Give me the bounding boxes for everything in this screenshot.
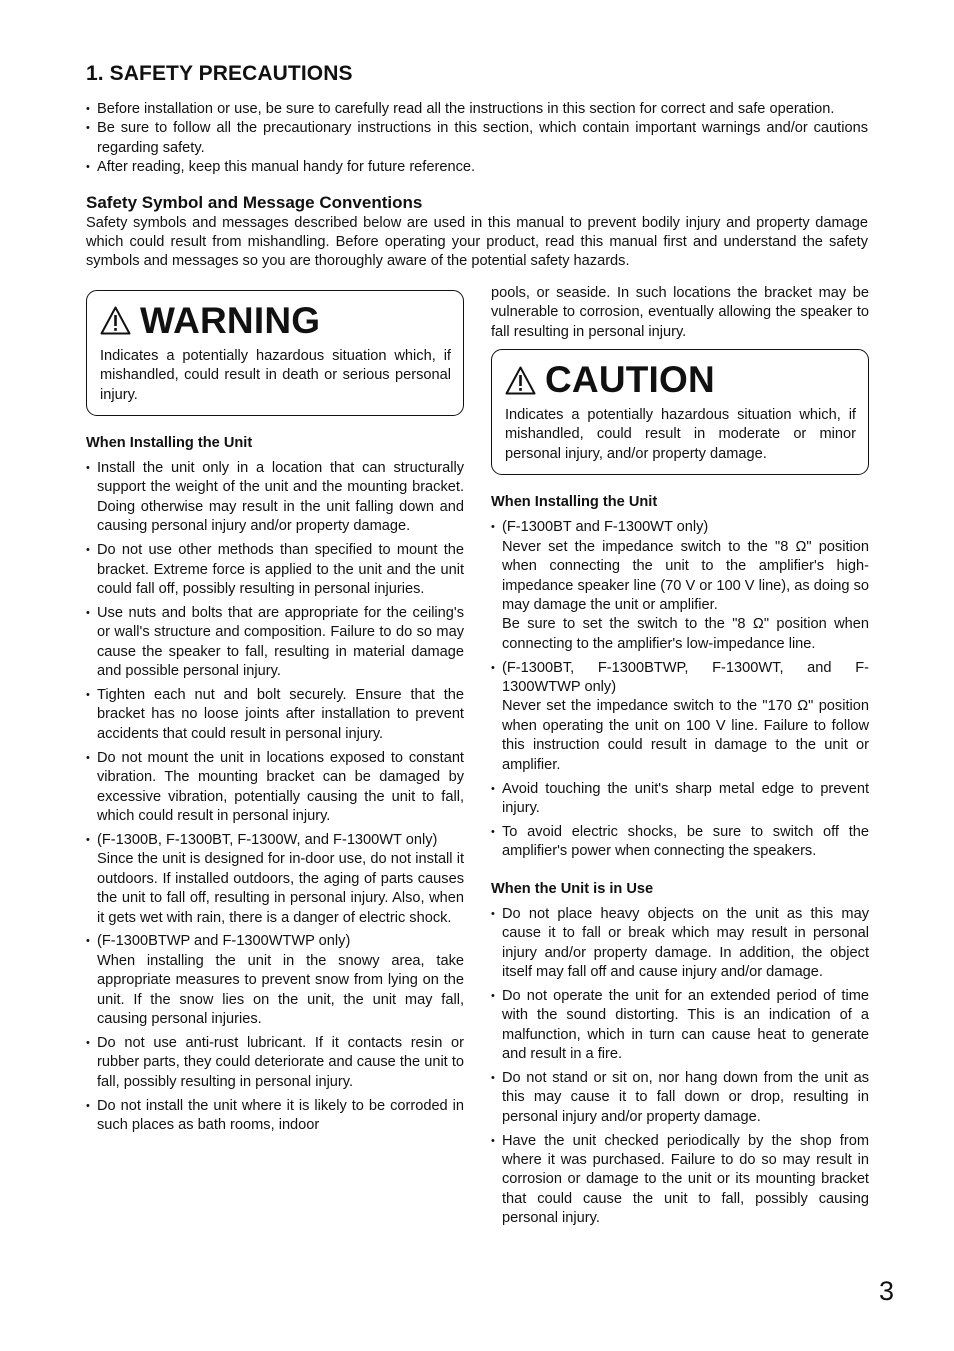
warning-install-list (86, 459, 464, 1135)
warning-triangle-icon (100, 306, 131, 335)
section-title: 1. SAFETY PRECAUTIONS (86, 62, 353, 85)
warning-description: Indicates a potentially hazardous situation which, if mishandled, could result in death or serious personal injury. (100, 347, 451, 403)
list-item: • Do not install the unit where it is likely to be corroded in such places as bath rooms, indoor (86, 1097, 464, 1136)
list-item: • (F-1300BT and F-1300WT only) Never set the impedance switch to the "8 Ω" position when connecting the unit to the amplifier's high-impedance speaker line (70 V or 100 V line), as doing so may damage the unit or amplifier. Be sure to set the switch to the "8 Ω" position when connecting to the amplifier's low-impedance line. (491, 518, 869, 654)
page-number: 3 (878, 1276, 894, 1306)
list-item: • Do not stand or sit on, nor hang down from the unit as this may cause it to fall down or drop, resulting in personal injury and/or property damage. (491, 1069, 869, 1127)
warning-title: WARNING (140, 299, 321, 341)
conventions-text: Safety symbols and messages described below are used in this manual to prevent bodily injury and property damage which could result from mishandling. Before operating your product, read this manual first and understand the safety symbols and messages so you are thoroughly aware of the potential safety hazards. (86, 214, 868, 270)
intro-item: • After reading, keep this manual handy for future reference. (86, 158, 868, 177)
warning-box (86, 290, 464, 416)
intro-item: • Be sure to follow all the precautionary instructions in this section, which contain important warnings and/or cautions regarding safety. (86, 119, 868, 158)
list-item: • Avoid touching the unit's sharp metal edge to prevent injury. (491, 780, 869, 819)
caution-use-heading: When the Unit is in Use (491, 880, 654, 897)
two-column-body (86, 284, 869, 1250)
warning-continuation: pools, or seaside. In such locations the bracket may be vulnerable to corrosion, eventually allowing the speaker to fall resulting in personal injury. (491, 284, 869, 340)
list-item: • Do not mount the unit in locations exposed to constant vibration. The mounting bracket can be damaged by excessive vibration, potentially causing the unit to fall, which could result in personal injury. (86, 749, 464, 827)
caution-install-list (491, 518, 869, 861)
intro-item: • Before installation or use, be sure to carefully read all the instructions in this section for correct and safe operation. (86, 100, 868, 119)
caution-header (505, 358, 856, 402)
caution-triangle-icon (505, 366, 536, 395)
list-item: • Install the unit only in a location that can structurally support the weight of the unit and the mounting bracket. Doing otherwise may result in the unit falling down and causing personal injury and/or property damage. (86, 459, 464, 537)
warning-header (100, 299, 451, 343)
list-item: • (F-1300BTWP and F-1300WTWP only) When installing the unit in the snowy area, take appropriate measures to prevent snow from lying on the unit. If the snow lies on the unit, the unit may fall, causing personal injuries. (86, 932, 464, 1029)
conventions-heading: Safety Symbol and Message Conventions (86, 192, 423, 212)
list-item: • Do not use anti-rust lubricant. If it contacts resin or rubber parts, they could deteriorate and cause the unit to fall, possibly resulting in personal injury. (86, 1034, 464, 1092)
caution-title: CAUTION (545, 359, 715, 401)
list-item: • (F-1300B, F-1300BT, F-1300W, and F-1300WT only) Since the unit is designed for in-door use, do not install it outdoors. If installed outdoors, the aging of parts causes the unit to fall off, resulting in personal injury. Also, when it gets wet with rain, there is a danger of electric shock. (86, 831, 464, 928)
intro-list (86, 100, 868, 178)
list-item: • (F-1300BT, F-1300BTWP, F-1300WT, and F-1300WTWP only) Never set the impedance switch to the "170 Ω" position when operating the unit on 100 V line. Failure to follow this instruction could result in damage to the unit or amplifier. (491, 659, 869, 775)
caution-description: Indicates a potentially hazardous situation which, if mishandled, could result in moderate or minor personal injury, and/or property damage. (505, 407, 856, 462)
caution-box (491, 349, 869, 475)
list-item: • Use nuts and bolts that are appropriate for the ceiling's or wall's structure and composition. Failure to do so may cause the speaker to fall, resulting in material damage and possible personal injury. (86, 604, 464, 682)
list-item: • Tighten each nut and bolt securely. Ensure that the bracket has no loose joints after installation to prevent accidents that could result in personal injury. (86, 686, 464, 744)
page-content (86, 62, 868, 1250)
list-item: • To avoid electric shocks, be sure to switch off the amplifier's power when connecting the speakers. (491, 823, 869, 862)
left-column (86, 290, 464, 1140)
right-column (491, 284, 869, 1233)
caution-install-heading: When Installing the Unit (491, 494, 658, 511)
list-item: • Have the unit checked periodically by the shop from where it was purchased. Failure to do so may result in corrosion or damage to the unit or its mounting bracket that could cause the unit to fall, possibly causing personal injury. (491, 1132, 869, 1229)
warning-install-heading: When Installing the Unit (86, 435, 253, 452)
caution-use-list (491, 905, 869, 1229)
list-item: • Do not operate the unit for an extended period of time with the sound distorting. This is an indication of a malfunction, which in turn can cause heat to generate and result in a fire. (491, 987, 869, 1065)
list-item: • Do not place heavy objects on the unit as this may cause it to fall or break which may result in personal injury and/or property damage. In addition, the object itself may fall off and cause injury and/or damage. (491, 905, 869, 983)
list-item: • Do not use other methods than specified to mount the bracket. Extreme force is applied to the unit and the unit could fall off, possibly resulting in personal injuries. (86, 541, 464, 599)
